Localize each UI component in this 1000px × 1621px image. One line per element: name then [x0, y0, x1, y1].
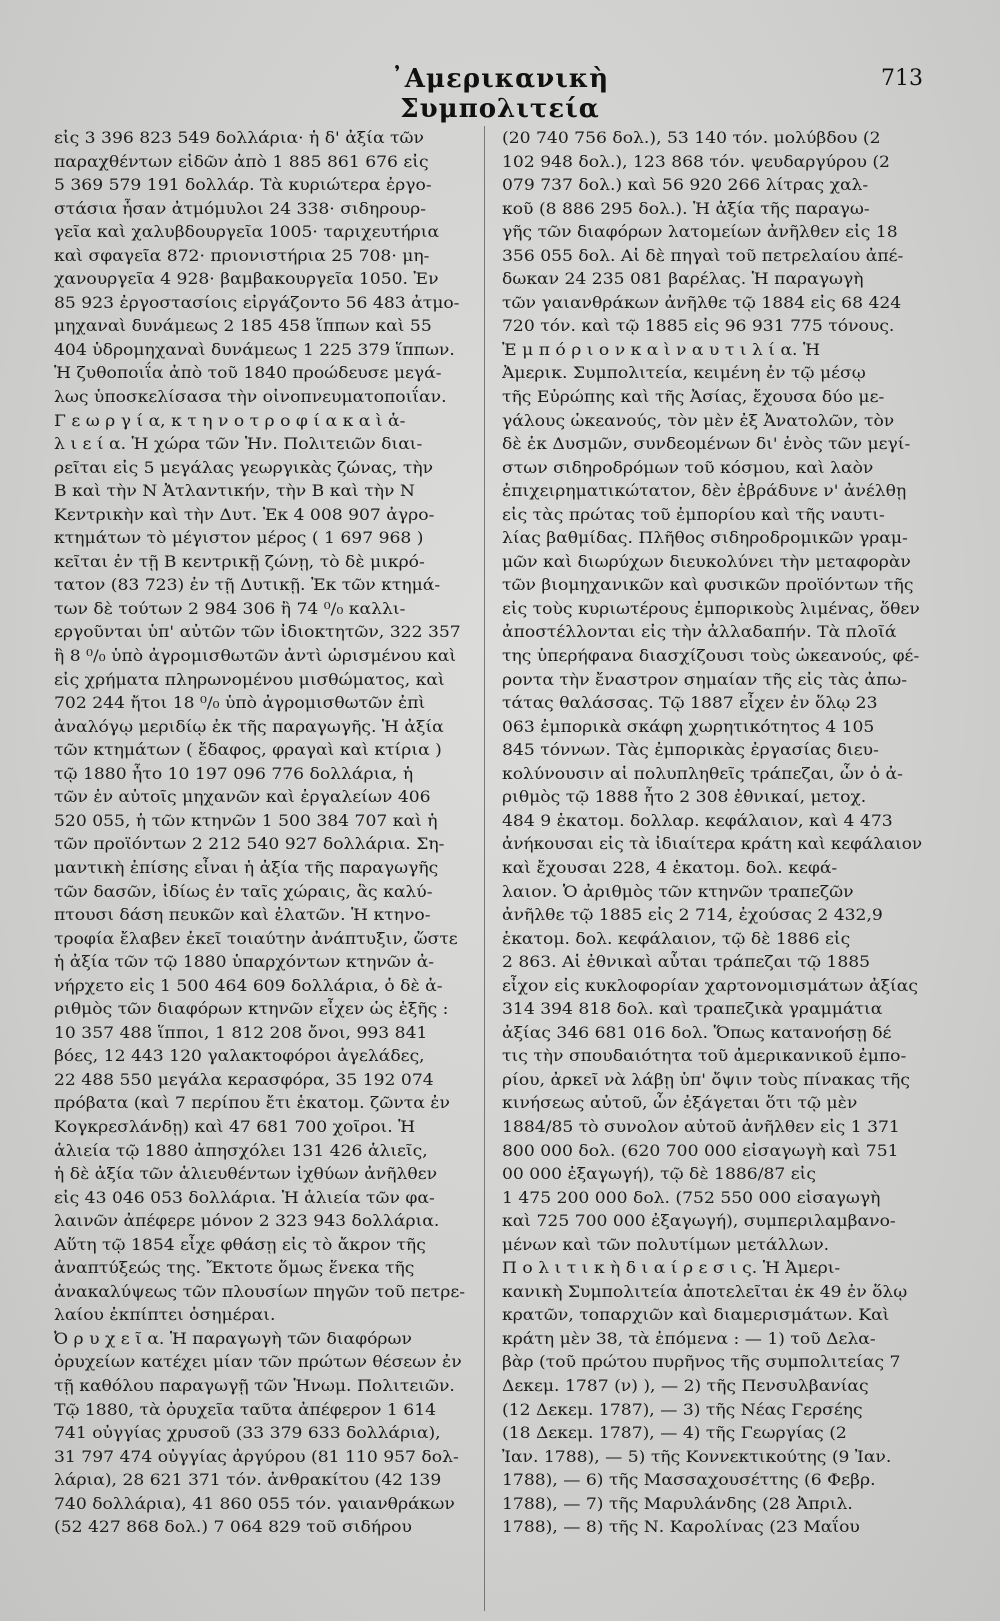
- text-line: μηχαναὶ δυνάμεως 2 185 458 ἵππων καὶ 55: [54, 316, 432, 336]
- text-line: ἀνῆλθε τῷ 1885 εἰς 2 714, ἐχούσας 2 432,9: [502, 905, 883, 925]
- text-line: 845 τόννων. Τὰς ἐμπορικὰς ἐργασίας διευ-: [502, 740, 879, 760]
- text-line: εἰς 3 396 823 549 δολλάρια· ἡ δ' ἀξία τῶν: [54, 128, 424, 147]
- text-line: 102 948 δολ.), 123 868 τόν. ψευδαργύρου (2: [502, 151, 890, 171]
- text-line: λίας βαθμίδας. Πλῆθος σιδηροδρομικῶν γραμ-: [502, 528, 908, 548]
- column-divider: [484, 126, 485, 1611]
- text-line: 741 οὐγγίας χρυσοῦ (33 379 633 δολλάρια),: [54, 1423, 441, 1443]
- text-line: 10 357 488 ἵπποι, 1 812 208 ὄνοι, 993 841: [54, 1022, 428, 1042]
- text-line: Κογκρεσλάνδῃ) καὶ 47 681 700 χοῖροι. Ἡ: [54, 1116, 416, 1136]
- text-line: Κεντρικὴν καὶ τὴν Δυτ. Ἐκ 4 008 907 ἀγρο-: [54, 504, 435, 524]
- text-line: ἑκατομ. δολ. κεφάλαιον, τῷ δὲ 1886 εἰς: [502, 928, 851, 948]
- text-line: τῶν γαιανθράκων ἀνῆλθε τῷ 1884 εἰς 68 424: [502, 292, 902, 312]
- text-line: 1788), — 6) τῆς Μασσαχουσέττης (6 Φεβρ.: [502, 1470, 876, 1490]
- text-line: λαιον. Ὁ ἀριθμὸς τῶν κτηνῶν τραπεζῶν: [502, 881, 854, 901]
- text-line: μῶν καὶ διωρύχων διευκολύνει τὴν μεταφορὰν: [502, 551, 911, 571]
- text-line: ἡ δὲ ἀξία τῶν ἁλιευθέντων ἰχθύων ἀνῆλθεν: [54, 1164, 438, 1184]
- text-line: τῇ καθόλου παραγωγῇ τῶν Ἡνωμ. Πολιτειῶν.: [54, 1375, 455, 1395]
- text-line: 702 244 ἤτοι 18 ⁰/₀ ὑπὸ ἀγρομισθωτῶν ἐπὶ: [54, 693, 426, 713]
- text-line: 1788), — 8) τῆς Ν. Καρολίνας (23 Μαΐου: [502, 1517, 860, 1537]
- text-line: πρόβατα (καὶ 7 περίπου ἔτι ἑκατομ. ζῶντα ἐν: [54, 1093, 450, 1113]
- text-line: ἀναπτύξεώς της. Ἔκτοτε ὅμως ἕνεκα τῆς: [54, 1258, 415, 1278]
- text-line: τάτας θαλάσσας. Τῷ 1887 εἶχεν ἐν ὅλῳ 23: [502, 693, 878, 713]
- text-line: 484 9 ἑκατομ. δολλαρ. κεφάλαιον, καὶ 4 473: [502, 810, 893, 830]
- text-line: τῆς Εὐρώπης καὶ τῆς Ἀσίας, ἔχουσα δύο με-: [502, 387, 885, 407]
- text-line: εἰς τὰς πρώτας τοῦ ἐμπορίου καὶ τῆς ναυτι-: [502, 504, 885, 524]
- text-line: ριθμὸς τῷ 1888 ἦτο 2 308 ἐθνικαί, μετοχ.: [502, 787, 867, 807]
- text-line: 5 369 579 191 δολλάρ. Τὰ κυριώτερα ἐργο-: [54, 175, 432, 195]
- text-line: 079 737 δολ.) καὶ 56 920 266 λίτρας χαλ-: [502, 175, 869, 195]
- text-line: 356 055 δολ. Αἱ δὲ πηγαὶ τοῦ πετρελαίου ἀπέ-: [502, 245, 904, 265]
- text-line: ὀρυχείων κατέχει μίαν τῶν πρώτων θέσεων ἐν: [54, 1352, 462, 1372]
- text-line: ἀνήκουσαι εἰς τὰ ἰδιαίτερα κράτη καὶ κεφάλαιον: [502, 834, 922, 854]
- text-line: γάλους ὠκεανούς, τὸν μὲν ἐξ Ἀνατολῶν, τὸν: [502, 410, 895, 430]
- text-line: κρατῶν, τοπαρχιῶν καὶ διαμερισμάτων. Καὶ: [502, 1305, 890, 1325]
- text-line: λαίου ἐκπίπτει ὁσημέραι.: [54, 1305, 276, 1325]
- text-line: λ ι ε ί α. Ἡ χώρα τῶν Ἡν. Πολιτειῶν διαι-: [54, 434, 423, 454]
- text-line: (12 Δεκεμ. 1787), — 3) τῆς Νέας Γερσέης: [502, 1399, 863, 1419]
- text-line: ριθμὸς τῶν διαφόρων κτηνῶν εἶχεν ὡς ἑξῆς :: [54, 999, 449, 1019]
- text-line: Β καὶ τὴν Ν Ἀτλαντικήν, τὴν Β καὶ τὴν Ν: [54, 481, 415, 501]
- text-line: 31 797 474 οὐγγίας ἀργύρου (81 110 957 δολ-: [54, 1446, 459, 1466]
- text-line: ροντα τὴν ἔναστρον σημαίαν τῆς εἰς τὰς ἀπω-: [502, 669, 908, 689]
- text-line: πτουσι δάση πευκῶν καὶ ἐλατῶν. Ἡ κτηνο-: [54, 905, 431, 925]
- text-line: βὰρ (τοῦ πρώτου πυρῆνος τῆς συμπολιτείας 7: [502, 1352, 901, 1372]
- text-line: Τῷ 1880, τὰ ὀρυχεῖα ταῦτα ἀπέφερον 1 614: [54, 1399, 437, 1419]
- text-line: 00 000 ἐξαγωγή), τῷ δὲ 1886/87 εἰς: [502, 1164, 817, 1184]
- text-line: Αὕτη τῷ 1854 εἶχε φθάσῃ εἰς τὸ ἄκρον τῆς: [54, 1234, 426, 1254]
- text-line: 063 ἐμπορικὰ σκάφη χωρητικότητος 4 105: [502, 716, 875, 736]
- right-column: [502, 126, 922, 1539]
- text-line: τῶν προϊόντων 2 212 540 927 δολλάρια. Ση-: [54, 834, 445, 854]
- text-line: τῶν βιομηχανικῶν καὶ φυσικῶν προϊόντων τῆς: [502, 575, 914, 595]
- text-line: ἀναλόγῳ μεριδίῳ ἐκ τῆς παραγωγῆς. Ἡ ἀξία: [54, 716, 444, 736]
- left-column: [54, 126, 472, 1539]
- text-line: 1788), — 7) τῆς Μαρυλάνδης (28 Ἀπριλ.: [502, 1493, 853, 1513]
- text-line: (20 740 756 δολ.), 53 140 τόν. μολύβδου (2: [502, 128, 881, 147]
- text-line: τῶν κτημάτων ( ἔδαφος, φραγαὶ καὶ κτίρια ): [54, 740, 442, 760]
- text-line: ἢ 8 ⁰/₀ ὑπὸ ἀγρομισθωτῶν ἀντὶ ὡρισμένου καὶ: [54, 646, 457, 666]
- text-line: κοῦ (8 886 295 δολ.). Ἡ ἀξία τῆς παραγω-: [502, 198, 870, 218]
- text-line: τῶν ἐν αὐτοῖς μηχανῶν καὶ ἐργαλείων 406: [54, 787, 431, 807]
- text-line: Γ ε ω ρ γ ί α, κ τ η ν ο τ ρ ο φ ί α κ α ὶ ἁ-: [54, 410, 406, 430]
- text-line: των δὲ τούτων 2 984 306 ἢ 74 ⁰/₀ καλλι-: [54, 598, 406, 618]
- text-line: λάρια), 28 621 371 τόν. ἀνθρακίτου (42 139: [54, 1470, 442, 1490]
- text-line: ρεῖται εἰς 5 μεγάλας γεωργικὰς ζώνας, τὴν: [54, 457, 434, 477]
- text-line: 1 475 200 000 δολ. (752 550 000 εἰσαγωγὴ: [502, 1187, 881, 1207]
- text-line: Π ο λ ι τ ι κ ὴ δ ι α ί ρ ε σ ι ς. Ἡ Ἀμερι-: [502, 1258, 841, 1278]
- text-line: κανικὴ Συμπολιτεία ἀποτελεῖται ἐκ 49 ἐν ὅλῳ: [502, 1281, 908, 1301]
- text-line: μένων καὶ τῶν πολυτίμων μετάλλων.: [502, 1234, 830, 1254]
- text-line: κινήσεως αὐτοῦ, ὧν ἐξάγεται ὅτι τῷ μὲν: [502, 1093, 858, 1113]
- text-line: εἶχον εἰς κυκλοφορίαν χαρτονομισμάτων ἀξίας: [502, 975, 918, 995]
- text-line: εργοῦνται ὑπ' αὐτῶν τῶν ἰδιοκτητῶν, 322 357: [54, 622, 461, 642]
- text-line: Δεκεμ. 1787 (ν) ), — 2) τῆς Πενσυλβανίας: [502, 1375, 869, 1395]
- text-line: Ἐ μ π ό ρ ι ο ν κ α ὶ ν α υ τ ι λ ί α. Ἡ: [502, 339, 820, 359]
- text-line: (52 427 868 δολ.) 7 064 829 τοῦ σιδήρου: [54, 1517, 412, 1537]
- running-title: ᾿Αμερικανικὴ Συμπολιτεία: [390, 64, 610, 124]
- text-line: νήρχετο εἰς 1 500 464 609 δολλάρια, ὁ δὲ ἀ-: [54, 975, 443, 995]
- text-line: 22 488 550 μεγάλα κερασφόρα, 35 192 074: [54, 1069, 434, 1089]
- text-line: τροφία ἔλαβεν ἐκεῖ τοιαύτην ἀνάπτυξιν, ὥστε: [54, 928, 458, 948]
- text-line: καὶ ἔχουσαι 228, 4 ἑκατομ. δολ. κεφά-: [502, 857, 838, 877]
- text-line: τις τὴν σπουδαιότητα τοῦ ἀμερικανικοῦ ἐμπο-: [502, 1046, 907, 1066]
- text-line: εἰς 43 046 053 δολλάρια. Ἡ ἁλιεία τῶν φα-: [54, 1187, 435, 1207]
- text-line: Ὀ ρ υ χ ε ῖ α. Ἡ παραγωγὴ τῶν διαφόρων: [54, 1328, 412, 1348]
- text-line: 520 055, ἡ τῶν κτηνῶν 1 500 384 707 καὶ ἡ: [54, 810, 438, 830]
- text-line: γῆς τῶν διαφόρων λατομείων ἀνῆλθεν εἰς 18: [502, 222, 898, 242]
- text-line: καὶ σφαγεῖα 872· πριονιστήρια 25 708· μη-: [54, 245, 430, 265]
- text-line: της ὑπερήφανα διασχίζουσι τοὺς ὠκεανούς, φέ-: [502, 646, 920, 666]
- text-line: κράτη μὲν 38, τὰ ἑπόμενα : — 1) τοῦ Δελα-: [502, 1328, 876, 1348]
- text-line: (18 Δεκεμ. 1787), — 4) τῆς Γεωργίας (2: [502, 1423, 847, 1443]
- text-line: 404 ὑδρομηχαναὶ δυνάμεως 1 225 379 ἵππων.: [54, 339, 455, 359]
- text-line: γεῖα καὶ χαλυβδουργεῖα 1005· ταριχευτήρια: [54, 222, 440, 242]
- text-line: Ἀμερικ. Συμπολιτεία, κειμένη ἐν τῷ μέσῳ: [502, 363, 866, 383]
- text-line: εἰς τοὺς κυριωτέρους ἐμπορικοὺς λιμένας, ὅθεν: [502, 598, 920, 618]
- text-line: τῶν δασῶν, ἰδίως ἐν ταῖς χώραις, ἃς καλύ-: [54, 881, 433, 901]
- text-line: χανουργεῖα 4 928· βαμβακουργεῖα 1050. Ἐν: [54, 269, 439, 289]
- text-line: 314 394 818 δολ. καὶ τραπεζικὰ γραμμάτια: [502, 999, 883, 1019]
- text-line: στάσια ἦσαν ἀτμόμυλοι 24 338· σιδηρουρ-: [54, 198, 427, 218]
- text-line: κεῖται ἐν τῇ Β κεντρικῇ ζώνῃ, τὸ δὲ μικρό-: [54, 551, 425, 571]
- text-line: Ἰαν. 1788), — 5) τῆς Κοννεκτικούτης (9 Ἰαν.: [502, 1446, 892, 1466]
- text-line: 1884/85 τὸ συνολον αὐτοῦ ἀνῆλθεν εἰς 1 371: [502, 1116, 900, 1136]
- text-line: κολύνουσιν αἱ πολυπληθεῖς τράπεζαι, ὧν ὁ ἀ-: [502, 763, 903, 783]
- text-line: Ἡ ζυθοποιΐα ἀπὸ τοῦ 1840 προώδευσε μεγά-: [54, 363, 442, 383]
- text-line: παραχθέντων εἰδῶν ἀπὸ 1 885 861 676 εἰς: [54, 151, 429, 171]
- text-line: ἁλιεία τῷ 1880 ἀπησχόλει 131 426 ἁλιεῖς,: [54, 1140, 428, 1160]
- text-line: ἀξίας 346 681 016 δολ. Ὅπως κατανοήσῃ δέ: [502, 1022, 892, 1042]
- text-line: εἰς χρήματα πληρωνομένου μισθώματος, καὶ: [54, 669, 445, 689]
- text-line: ἐπιχειρηματικώτατον, δὲν ἐβράδυνε ν' ἀνέλθῃ: [502, 481, 907, 501]
- text-line: 740 δολλάρια), 41 860 055 τόν. γαιανθράκων: [54, 1493, 455, 1513]
- text-line: τατον (83 723) ἐν τῇ Δυτικῇ. Ἐκ τῶν κτημά-: [54, 575, 441, 595]
- text-line: ἡ ἀξία τῶν τῷ 1880 ὑπαρχόντων κτηνῶν ἀ-: [54, 952, 435, 972]
- text-line: 85 923 ἐργοστασίοις εἰργάζοντο 56 483 ἀτμο-: [54, 292, 460, 312]
- text-line: μαντικὴ ἐπίσης εἶναι ἡ ἀξία τῆς παραγωγῆς: [54, 857, 439, 877]
- text-line: ρίου, ἀρκεῖ νὰ λάβῃ ὑπ' ὄψιν τοὺς πίνακας τῆς: [502, 1069, 910, 1089]
- page-number: 713: [881, 66, 923, 91]
- text-line: λως ὑποσκελίσασα τὴν οἰνοπνευματοποιΐαν.: [54, 387, 447, 407]
- text-line: δὲ ἐκ Δυσμῶν, συνδεομένων δι' ἑνὸς τῶν μεγί-: [502, 434, 911, 454]
- text-line: 720 τόν. καὶ τῷ 1885 εἰς 96 931 775 τόνους.: [502, 316, 895, 336]
- text-line: λαινῶν ἀπέφερε μόνον 2 323 943 δολλάρια.: [54, 1211, 440, 1231]
- text-line: ἀνακαλύψεως τῶν πλουσίων πηγῶν τοῦ πετρε-: [54, 1281, 466, 1301]
- text-line: τῷ 1880 ἦτο 10 197 096 776 δολλάρια, ἡ: [54, 763, 414, 783]
- text-line: ἀποστέλλονται εἰς τὴν ἀλλαδαπήν. Τὰ πλοῖά: [502, 622, 897, 642]
- text-line: στων σιδηροδρόμων τοῦ κόσμου, καὶ λαὸν: [502, 457, 874, 477]
- text-line: δωκαν 24 235 081 βαρέλας. Ἡ παραγωγὴ: [502, 269, 864, 289]
- text-line: καὶ 725 700 000 ἐξαγωγή), συμπεριλαμβανο-: [502, 1211, 896, 1231]
- text-line: κτημάτων τὸ μέγιστον μέρος ( 1 697 968 ): [54, 528, 424, 548]
- text-line: 800 000 δολ. (620 700 000 εἰσαγωγὴ καὶ 751: [502, 1140, 899, 1160]
- text-line: 2 863. Αἱ ἐθνικαὶ αὗται τράπεζαι τῷ 1885: [502, 952, 871, 972]
- text-line: βόες, 12 443 120 γαλακτοφόροι ἀγελάδες,: [54, 1046, 425, 1066]
- page-header: [0, 64, 1000, 124]
